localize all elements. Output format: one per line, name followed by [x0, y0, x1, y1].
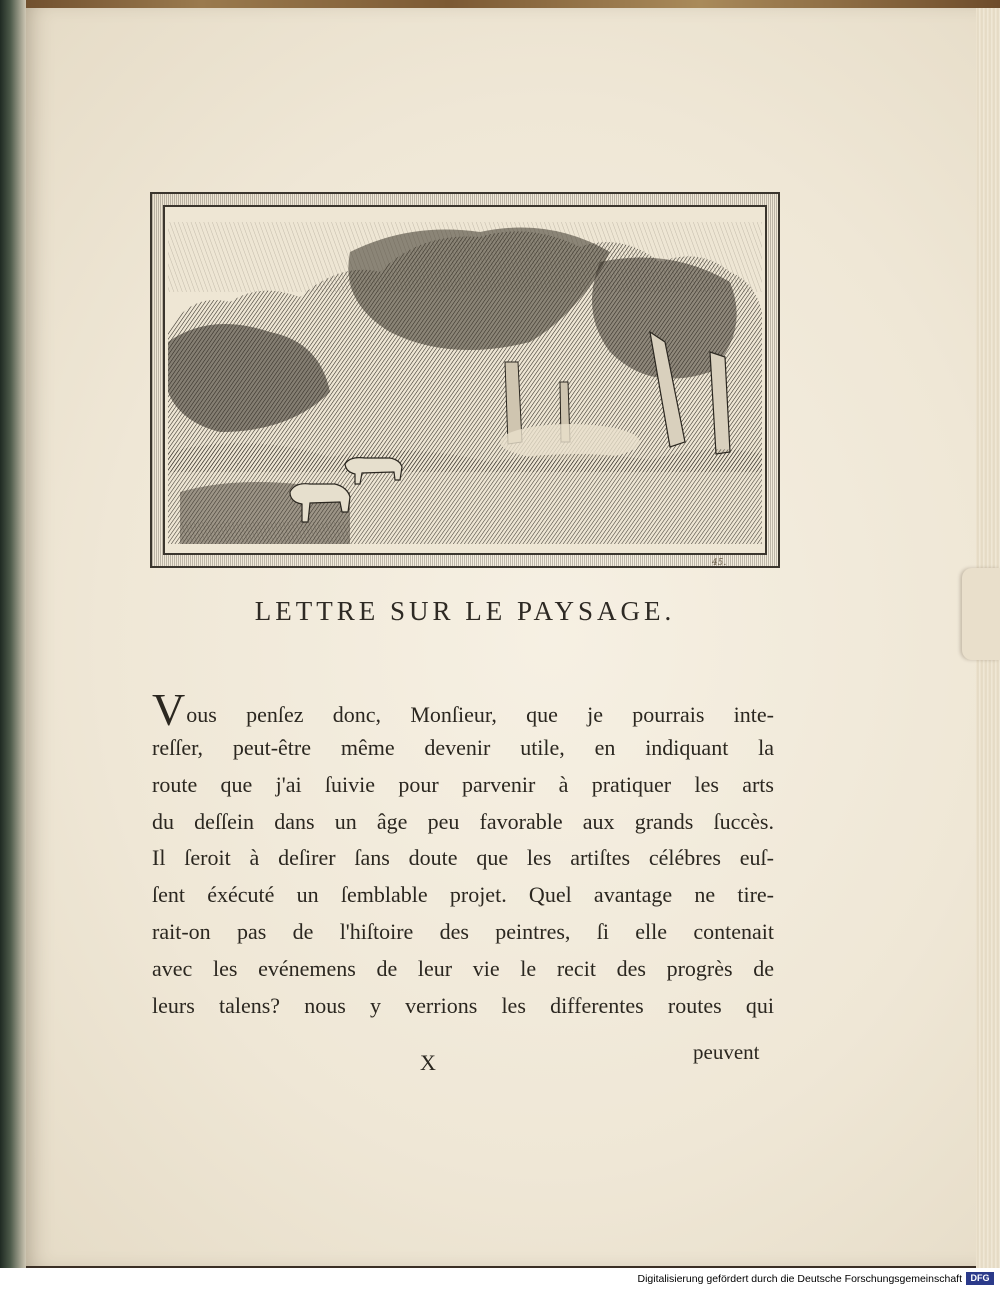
text-line: reſſer, peut-être même devenir utile, en indiquant la: [152, 735, 774, 760]
text-line: ſent éxécuté un ſemblable projet. Quel avantage ne tire-: [152, 882, 774, 908]
body-text: [152, 684, 774, 1024]
page-title: LETTRE SUR LE PAYSAGE.: [254, 596, 676, 626]
signature-mark: X: [420, 1050, 436, 1075]
plate-number: 45.: [712, 558, 727, 568]
text-line: Vous penſez donc, Monſieur, que je pourrais inte-: [152, 684, 774, 735]
book-spine-edge: [0, 0, 26, 1268]
dfg-logo: DFG: [966, 1272, 994, 1285]
footer-credit: Digitalisierung gefördert durch die Deutsche Forschungsgemeinschaft: [637, 1273, 962, 1285]
text-line: Il ſeroit à deſirer ſans doute que les artiſtes célébres euſ-: [152, 845, 774, 871]
text-line: du deſſein dans un âge peu favorable aux grands ſuccès.: [152, 808, 774, 834]
text-line: rait-on pas de l'hiſtoire des peintres, ſi elle contenait: [152, 918, 774, 944]
text-line: route que j'ai ſuivie pour parvenir à pratiquer les arts: [152, 771, 774, 797]
catchword: peuvent: [693, 1040, 760, 1064]
bookmark-tab: [962, 568, 1000, 660]
text-line: leurs talens? nous y verrions les differentes routes qui: [152, 992, 774, 1018]
landscape-engraving: [150, 192, 780, 568]
text-line: avec les evénemens de leur vie le recit des progrès de: [152, 955, 774, 981]
drop-cap: V: [152, 684, 186, 735]
